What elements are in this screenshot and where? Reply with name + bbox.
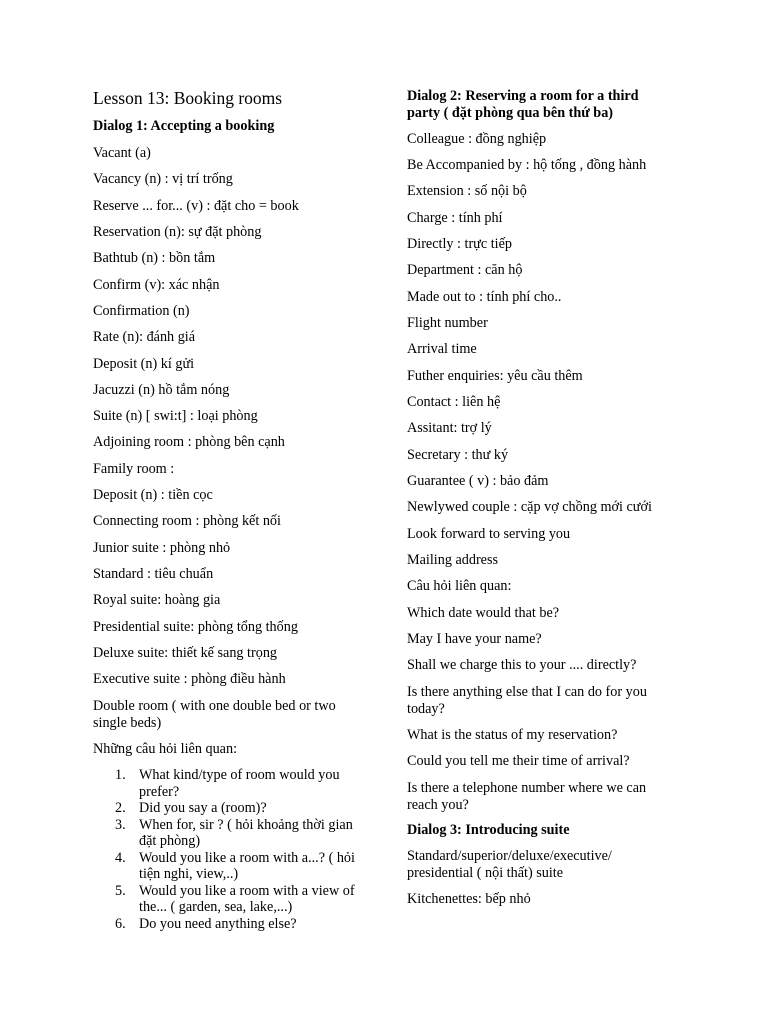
list-item bbox=[93, 916, 368, 933]
vocab-line: Family room : bbox=[93, 461, 175, 477]
vocab-line: Suite (n) [ swi:t] : loại phòng bbox=[93, 408, 258, 424]
vocab-line: Connecting room : phòng kết nối bbox=[93, 513, 281, 529]
vocab-line: Royal suite: hoàng gia bbox=[93, 592, 221, 608]
vocab-line: Look forward to serving you bbox=[407, 526, 571, 542]
list-text: Would you like a room with a...? ( hỏi tiện nghi, view,..) bbox=[139, 849, 355, 882]
list-text: Would you like a room with a view of the... ( garden, sea, lake,...) bbox=[139, 882, 355, 915]
vocab-line: Charge : tính phí bbox=[407, 210, 503, 226]
vocab-line: Confirmation (n) bbox=[93, 303, 190, 319]
list-number: 3. bbox=[115, 816, 126, 833]
vocab-line: Futher enquiries: yêu cầu thêm bbox=[407, 368, 583, 384]
vocab-line: Contact : liên hệ bbox=[407, 394, 501, 410]
list-text: When for, sir ? ( hỏi khoảng thời gian đặt phòng) bbox=[139, 816, 353, 849]
vocab-line: Be Accompanied by : hộ tống , đồng hành bbox=[407, 157, 647, 173]
vocab-line: Standard/superior/deluxe/executive/ presidential ( nội thất) suite bbox=[407, 848, 612, 881]
list-item bbox=[93, 800, 368, 817]
vocab-line: Deposit (n) kí gửi bbox=[93, 356, 195, 372]
question-line: May I have your name? bbox=[407, 631, 542, 647]
questions-list bbox=[93, 767, 368, 932]
vocab-line: Secretary : thư ký bbox=[407, 447, 509, 463]
vocab-line: Directly : trực tiếp bbox=[407, 236, 512, 252]
list-number: 2. bbox=[115, 800, 126, 816]
vocab-line: Executive suite : phòng điều hành bbox=[93, 671, 286, 687]
list-number: 1. bbox=[115, 767, 126, 783]
vocab-line: Made out to : tính phí cho.. bbox=[407, 289, 562, 305]
vocab-line: Câu hỏi liên quan: bbox=[407, 578, 512, 594]
vocab-line: Junior suite : phòng nhỏ bbox=[93, 540, 231, 556]
vocab-line: Bathtub (n) : bồn tắm bbox=[93, 250, 216, 266]
list-number: 4. bbox=[115, 849, 126, 866]
vocab-line: Kitchenettes: bếp nhỏ bbox=[407, 891, 531, 907]
list-item bbox=[93, 850, 368, 883]
vocab-line: Extension : số nội bộ bbox=[407, 183, 527, 199]
question-line: Is there anything else that I can do for you today? bbox=[407, 684, 647, 717]
vocab-line: Arrival time bbox=[407, 341, 477, 357]
vocab-line: Deposit (n) : tiền cọc bbox=[93, 487, 213, 503]
vocab-line: Rate (n): đánh giá bbox=[93, 329, 196, 345]
vocab-line: Vacancy (n) : vị trí trống bbox=[93, 171, 233, 187]
list-item bbox=[93, 767, 368, 800]
dialog-3-heading: Dialog 3: Introducing suite bbox=[407, 822, 570, 838]
list-item bbox=[93, 883, 368, 916]
vocab-line: Presidential suite: phòng tổng thống bbox=[93, 619, 298, 635]
question-line: What is the status of my reservation? bbox=[407, 727, 618, 743]
vocab-line: Mailing address bbox=[407, 552, 499, 568]
question-line: Is there a telephone number where we can reach you? bbox=[407, 780, 647, 813]
vocab-line: Colleague : đồng nghiệp bbox=[407, 131, 547, 147]
list-number: 5. bbox=[115, 882, 126, 899]
question-line: Could you tell me their time of arrival? bbox=[407, 753, 630, 769]
list-text: Do you need anything else? bbox=[139, 915, 297, 932]
vocab-line: Vacant (a) bbox=[93, 145, 151, 161]
list-text: What kind/type of room would you prefer? bbox=[139, 767, 340, 800]
vocab-line: Jacuzzi (n) hồ tắm nóng bbox=[93, 382, 230, 398]
vocab-line: Newlywed couple : cặp vợ chồng mới cưới bbox=[407, 499, 652, 515]
vocab-line: Deluxe suite: thiết kế sang trọng bbox=[93, 645, 278, 661]
vocab-line: Standard : tiêu chuẩn bbox=[93, 566, 214, 582]
lesson-title: Lesson 13: Booking rooms bbox=[93, 88, 283, 108]
dialog-1-heading: Dialog 1: Accepting a booking bbox=[93, 118, 275, 134]
list-number: 6. bbox=[115, 915, 126, 932]
vocab-line: Flight number bbox=[407, 315, 488, 331]
vocab-line: Adjoining room : phòng bên cạnh bbox=[93, 434, 285, 450]
questions-heading: Những câu hỏi liên quan: bbox=[93, 741, 238, 757]
question-line: Shall we charge this to your .... directly? bbox=[407, 657, 637, 673]
list-item bbox=[93, 817, 368, 850]
vocab-line: Double room ( with one double bed or two single beds) bbox=[93, 698, 336, 731]
vocab-line: Reservation (n): sự đặt phòng bbox=[93, 224, 262, 240]
vocab-line: Department : căn hộ bbox=[407, 262, 523, 278]
question-line: Which date would that be? bbox=[407, 605, 560, 621]
vocab-line: Confirm (v): xác nhận bbox=[93, 277, 220, 293]
vocab-line: Guarantee ( v) : bảo đảm bbox=[407, 473, 549, 489]
vocab-line: Reserve ... for... (v) : đặt cho = book bbox=[93, 198, 299, 214]
list-text: Did you say a (room)? bbox=[139, 800, 267, 816]
vocab-line: Assitant: trợ lý bbox=[407, 420, 492, 436]
dialog-2-heading: Dialog 2: Reserving a room for a third party ( đặt phòng qua bên thứ ba) bbox=[407, 88, 639, 121]
